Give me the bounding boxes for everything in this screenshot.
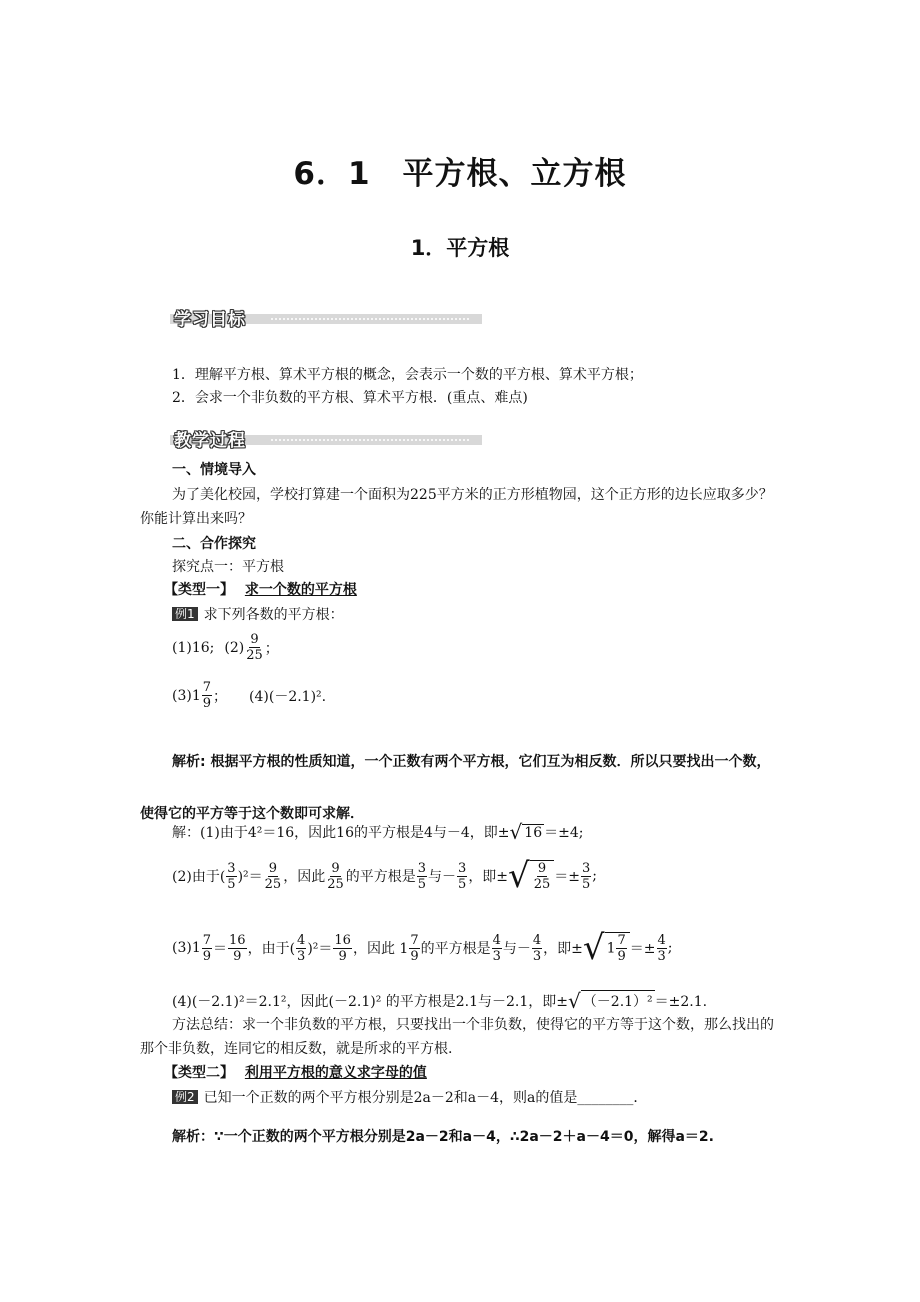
part2-heading: 二、合作探究 — [172, 536, 256, 552]
type2-heading — [164, 1062, 427, 1084]
banner-label: 教学过程 — [174, 431, 246, 451]
goal-item-1: 1．理解平方根、算术平方根的概念，会表示一个数的平方根、算术平方根； — [172, 367, 643, 383]
banner-dots — [270, 318, 470, 320]
frac-den: 5 — [582, 876, 591, 892]
frac-num: 3 — [458, 860, 467, 876]
frac-num: 9 — [537, 861, 547, 876]
frac-num: 4 — [532, 932, 542, 948]
frac-num: 3 — [227, 860, 236, 876]
banner-label: 学习目标 — [174, 310, 246, 330]
sol3-b: ＝ — [213, 941, 228, 957]
frac-den: 3 — [532, 948, 542, 964]
type2-title: 利用平方根的意义求字母的值 — [244, 1065, 427, 1081]
sol4-radicand: （－2.1）² — [581, 990, 655, 1011]
frac-den: 25 — [533, 877, 551, 892]
explore-point-1: 探究点一：平方根 — [172, 559, 284, 575]
example1-prompt-text: 求下列各数的平方根： — [203, 607, 344, 623]
sqrt-icon: √ — [582, 928, 605, 968]
solution-label: 解： — [172, 825, 200, 841]
example2-badge: 例2 — [172, 1090, 198, 1104]
ex1-item2: (2) — [224, 639, 245, 656]
page-title: 6．1 平方根、立方根 — [293, 156, 627, 192]
frac-num: 4 — [657, 932, 666, 948]
frac-den: 3 — [492, 948, 501, 964]
sol1-radicand: 16 — [524, 824, 543, 841]
solution-line-2 — [172, 856, 597, 896]
frac-num: 9 — [268, 860, 278, 876]
example1-analysis: 解析: 根据平方根的性质知道，一个正数有两个平方根，它们互为相反数．所以只要找出一个数，使得它的平方等于这个数即可求解． — [140, 754, 771, 822]
frac-7-9 — [616, 933, 626, 964]
sol3-i: ＝± — [629, 941, 656, 957]
sol2-f: ，即± — [468, 869, 509, 885]
frac-num: 3 — [582, 860, 591, 876]
frac-9-25 — [326, 861, 345, 892]
frac-16-9 — [333, 933, 352, 964]
frac-den: 9 — [202, 948, 212, 964]
sol3-f: 的平方根是 — [420, 941, 491, 957]
frac-7-9 — [202, 933, 212, 964]
sol3-c: ，由于( — [247, 941, 296, 957]
frac-den: 5 — [227, 876, 236, 892]
frac-4-3 — [492, 933, 502, 964]
frac-num: 7 — [202, 680, 212, 695]
sol3-a: (3)1 — [172, 940, 201, 956]
sqrt-icon: √ — [508, 856, 530, 896]
sol4-end: ＝±2.1. — [654, 993, 708, 1010]
frac-den: 9 — [202, 696, 212, 711]
frac-den: 25 — [327, 876, 344, 892]
ex1-item3: (3)1 — [172, 687, 201, 704]
solution-line-1 — [172, 822, 583, 842]
frac-7-9 — [409, 933, 419, 964]
type1-title: 求一个数的平方根 — [244, 582, 357, 598]
frac-3-5 — [226, 861, 236, 892]
frac-num: 7 — [617, 933, 626, 948]
sol2-b: )²＝ — [237, 869, 263, 885]
part1-heading: 一、情境导入 — [172, 462, 256, 478]
frac-den: 5 — [417, 876, 427, 892]
sol3-d: )²＝ — [307, 941, 333, 957]
sol3-e: ，因此 1 — [352, 941, 409, 957]
sol2-g: ＝± — [554, 869, 580, 885]
frac-9-25 — [264, 861, 283, 892]
sol1-end: ＝±4; — [544, 825, 584, 841]
frac-den: 3 — [297, 948, 306, 964]
frac-num: 9 — [250, 632, 259, 647]
sol2-radicand — [530, 860, 555, 892]
frac-3-5 — [417, 861, 427, 892]
frac-num: 7 — [202, 932, 212, 948]
type1-bracket: 【类型一】 — [164, 582, 234, 598]
frac-num: 7 — [410, 932, 419, 948]
sol3-h: ，即± — [543, 941, 583, 957]
sol3-g: 与－ — [502, 941, 531, 957]
ex1-frac-9-25 — [245, 632, 264, 663]
frac-den: 3 — [657, 948, 666, 964]
frac-den: 9 — [410, 948, 419, 964]
frac-num: 3 — [417, 860, 427, 876]
frac-3-5 — [457, 861, 467, 892]
learning-goals-banner — [170, 305, 482, 330]
solution-line-3 — [172, 928, 673, 968]
frac-num: 4 — [297, 932, 306, 948]
frac-num: 9 — [331, 860, 340, 876]
type2-bracket: 【类型二】 — [164, 1065, 234, 1081]
frac-num: 16 — [334, 932, 351, 948]
frac-4-3 — [657, 933, 667, 964]
sol4-text: (4)(－2.1)²＝2.1²，因此(－2.1)² 的平方根是2.1与－2.1，即± — [172, 993, 569, 1010]
example1-items-row1 — [172, 632, 279, 663]
banner-dots — [270, 439, 470, 441]
sqrt-icon: √ — [568, 988, 581, 1013]
sol2-a: (2)由于( — [172, 869, 226, 885]
teaching-process-banner — [170, 426, 482, 451]
section-subtitle: 1．平方根 — [410, 236, 510, 260]
method-summary: 方法总结：求一个非负数的平方根，只要找出一个非负数，使得它的平方等于这个数，那么找出的那个非负数，连同它的相反数，就是所求的平方根. — [140, 1017, 774, 1057]
example2-prompt-text: 已知一个正数的两个平方根分别是2a－2和a－4，则a的值是________． — [203, 1090, 648, 1106]
solution-line-4 — [172, 990, 707, 1011]
frac-den: 9 — [617, 949, 626, 964]
frac-den: 5 — [458, 876, 467, 892]
frac-16-9 — [228, 933, 247, 964]
frac-den: 9 — [233, 948, 242, 964]
ex1-frac-7-9 — [202, 680, 212, 711]
type1-heading — [164, 579, 357, 601]
frac-3-5 — [581, 861, 591, 892]
example1-items-row2 — [172, 680, 326, 711]
sol2-e: 与－ — [428, 869, 457, 885]
frac-den: 25 — [246, 648, 263, 663]
example2-prompt — [172, 1087, 647, 1109]
sol3-radicand: 1 $\frac{7}{9}$ — [605, 932, 630, 964]
goal-item-2: 2．会求一个非负数的平方根、算术平方根．(重点、难点) — [172, 390, 528, 406]
ex1-semicolon: ； — [213, 688, 228, 705]
example1-badge: 例1 — [172, 607, 198, 621]
sol2-d: 的平方根是 — [345, 869, 416, 885]
ex1-item1: (1)16; — [172, 639, 215, 656]
sol1-text: (1)由于4²＝16，因此16的平方根是4与－4，即± — [200, 825, 510, 841]
sol3-end: ; — [667, 940, 673, 956]
frac-num: 4 — [492, 932, 501, 948]
example2-analysis: 解析：∵一个正数的两个平方根分别是2a－2和a－4，∴2a－2＋a－4＝0，解得a＝2. — [172, 1129, 714, 1145]
example1-prompt — [172, 604, 344, 626]
sol2-c: ，因此 — [283, 869, 326, 885]
ex1-item4: (4)(－2.1)². — [249, 688, 327, 705]
frac-den: 25 — [264, 876, 282, 892]
sqrt-icon: √ — [509, 820, 523, 844]
part1-text: 为了美化校园，学校打算建一个面积为225平方米的正方形植物园，这个正方形的边长应取多少？你能计算出来吗？ — [140, 487, 773, 527]
frac-den: 9 — [338, 948, 347, 964]
frac-4-3 — [296, 933, 306, 964]
ex1-semicolon: ； — [264, 640, 279, 657]
frac-4-3 — [532, 933, 542, 964]
sol2-end: ; — [592, 868, 597, 884]
frac-num: 16 — [229, 932, 246, 948]
frac-9-25 — [533, 861, 552, 892]
